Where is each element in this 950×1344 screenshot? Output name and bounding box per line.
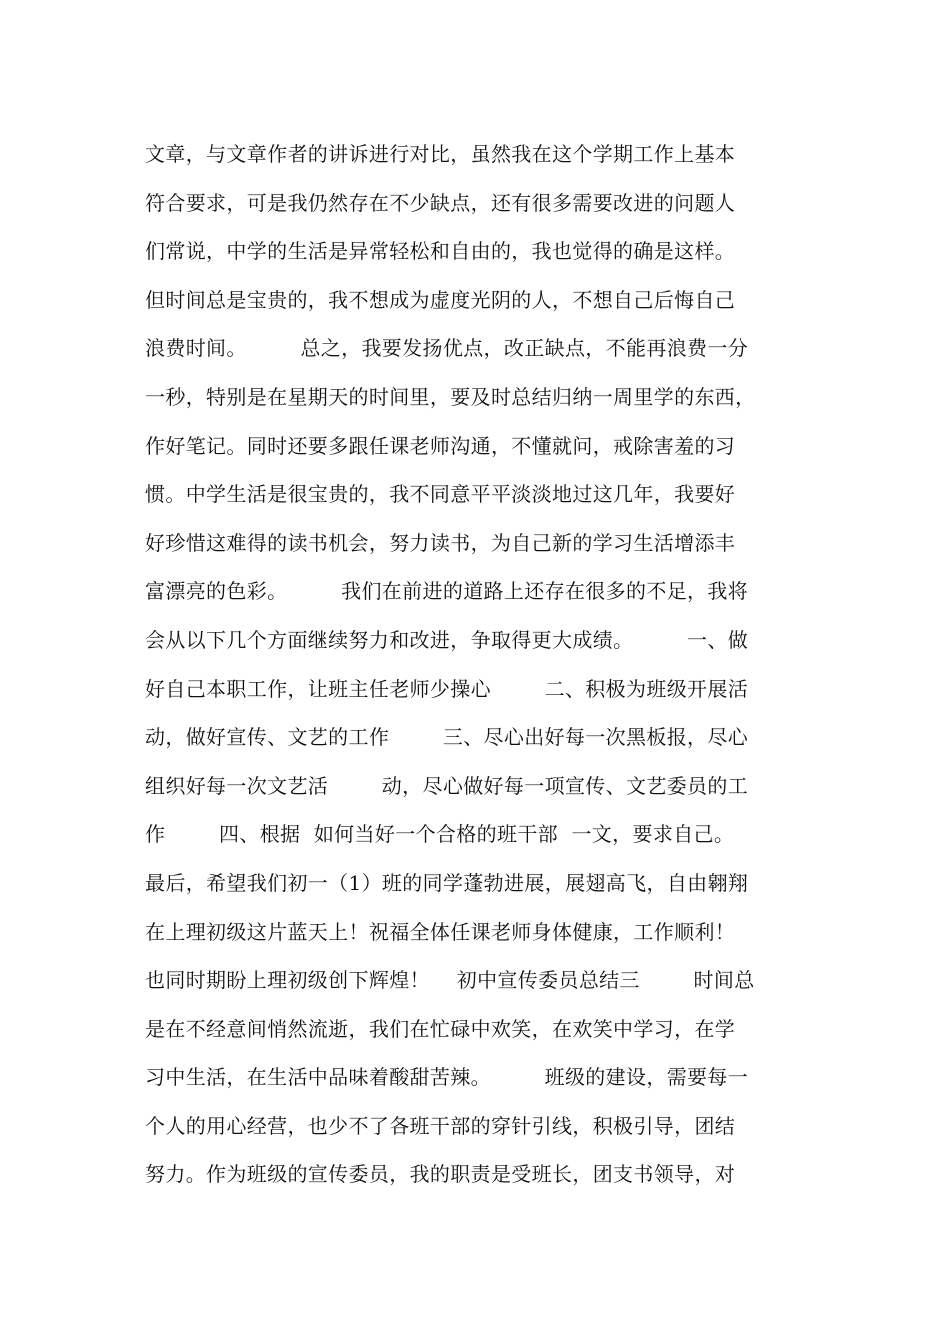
text-line: 作 四、根据 如何当好一个合格的班干部 一文，要求自己。 xyxy=(145,822,735,847)
text-line: 符合要求，可是我仍然存在不少缺点，还有很多需要改进的问题人 xyxy=(145,190,736,215)
text-line: 好珍惜这难得的读书机会，努力读书，为自己新的学习生活增添丰 xyxy=(145,530,736,555)
text-line: 努力。作为班级的宣传委员，我的职责是受班长，团支书领导，对 xyxy=(145,1162,736,1187)
text-line: 一秒，特别是在星期天的时间里，要及时总结归纳一周里学的东西， xyxy=(145,384,756,409)
text-line: 习中生活，在生活中品味着酸甜苦辣。 班级的建设，需要每一 xyxy=(145,1065,749,1090)
body-text xyxy=(145,130,825,1199)
text-line: 惯。中学生活是很宝贵的，我不同意平平淡淡地过这几年，我要好 xyxy=(145,482,736,507)
text-line: 们常说，中学的生活是异常轻松和自由的，我也觉得的确是这样。 xyxy=(145,239,736,264)
text-line: 最后，希望我们初一（1）班的同学蓬勃进展，展翅高飞，自由翱翔 xyxy=(145,870,749,895)
text-line: 但时间总是宝贵的，我不想成为虚度光阴的人，不想自己后悔自己 xyxy=(145,287,736,312)
text-line: 动，做好宣传、文艺的工作 三、尽心出好每一次黑板报，尽心 xyxy=(145,725,749,750)
text-line: 是在不经意间悄然流逝，我们在忙碌中欢笑，在欢笑中学习，在学 xyxy=(145,1016,736,1041)
text-line: 在上理初级这片蓝天上！祝福全体任课老师身体健康，工作顺利！ xyxy=(145,919,736,944)
text-line: 组织好每一次文艺活 动，尽心做好每一项宣传、文艺委员的工 xyxy=(145,773,749,798)
text-line: 个人的用心经营，也少不了各班干部的穿针引线，积极引导，团结 xyxy=(145,1113,736,1138)
text-line: 富漂亮的色彩。 我们在前进的道路上还存在很多的不足，我将 xyxy=(145,579,749,604)
text-line: 浪费时间。 总之，我要发扬优点，改正缺点，不能再浪费一分 xyxy=(145,336,749,361)
text-line: 好自己本职工作，让班主任老师少操心 二、积极为班级开展活 xyxy=(145,676,749,701)
text-line: 会从以下几个方面继续努力和改进，争取得更大成绩。 一、做 xyxy=(145,627,749,652)
text-line: 文章，与文章作者的讲诉进行对比，虽然我在这个学期工作上基本 xyxy=(145,142,736,166)
text-line: 作好笔记。同时还要多跟任课老师沟通，不懂就问，戒除害羞的习 xyxy=(145,433,736,458)
text-line: 也同时期盼上理初级创下辉煌！ 初中宣传委员总结三 时间总 xyxy=(145,968,755,993)
